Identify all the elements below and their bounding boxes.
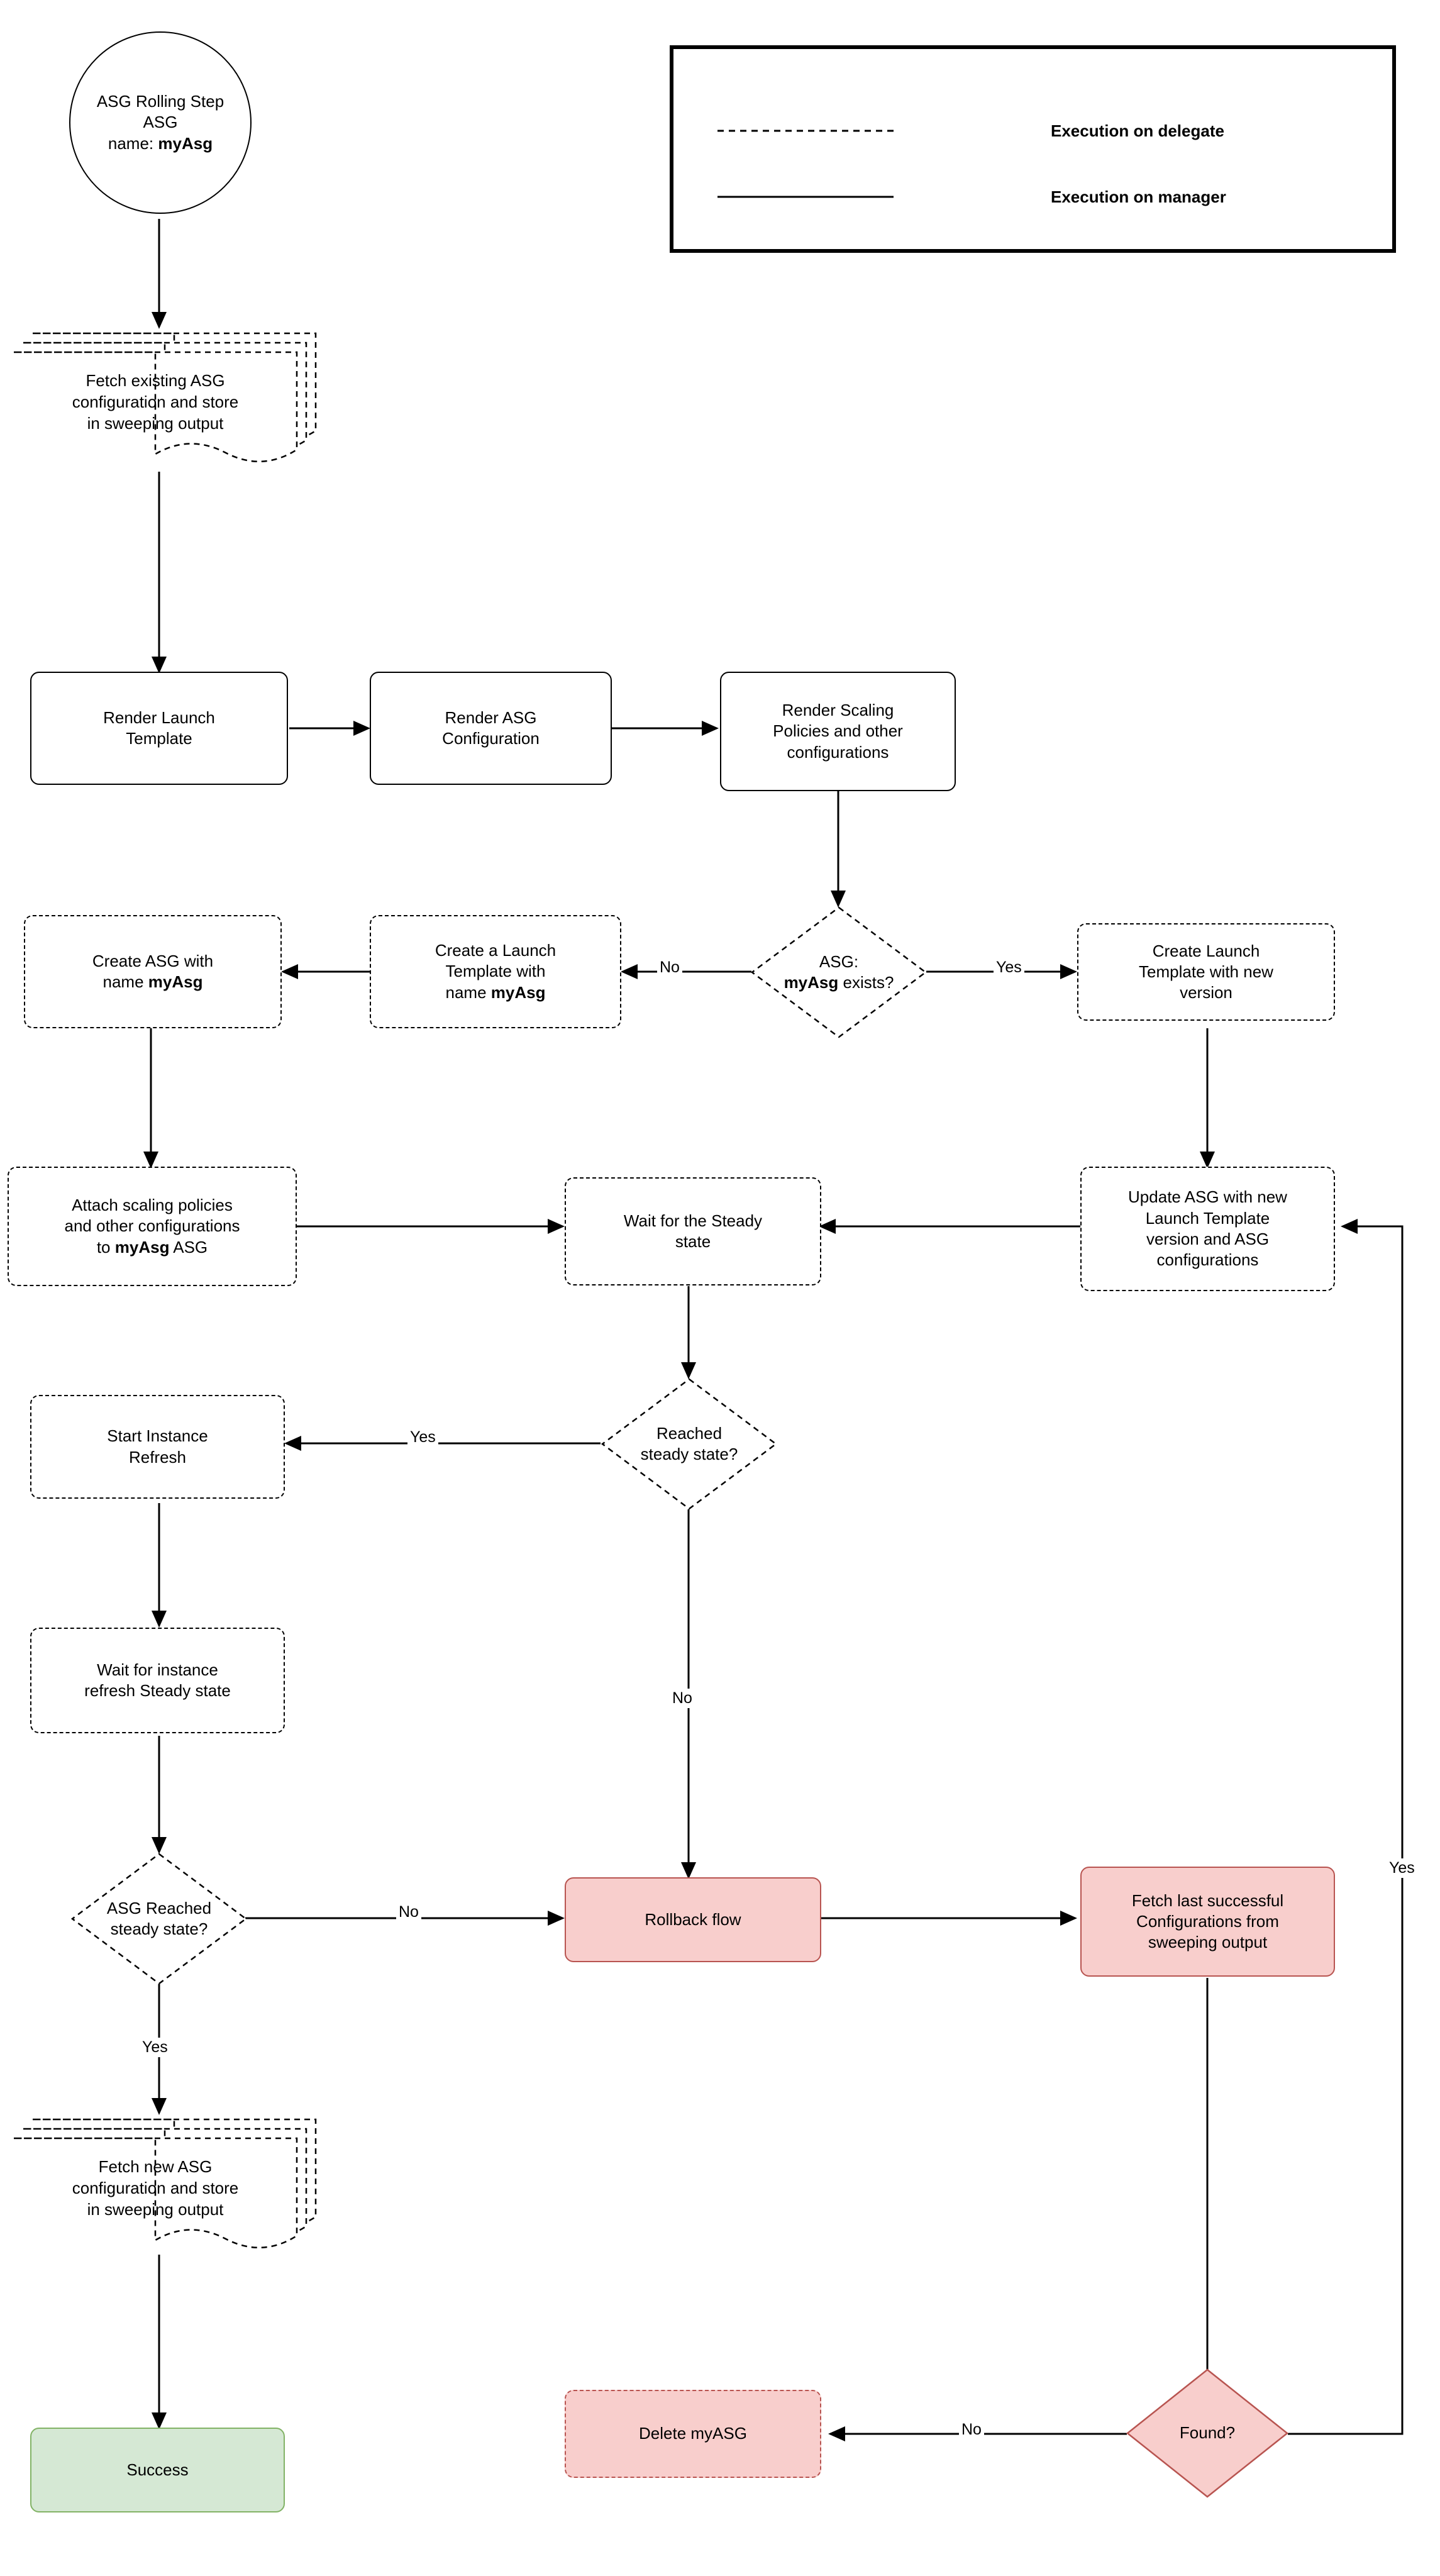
node-update-asg[interactable] [1080, 1167, 1335, 1291]
node-update-asg-label: Update ASG with new Launch Template version and ASG configurations [1128, 1187, 1287, 1270]
node-render-asg-configuration-label: Render ASG Configuration [442, 708, 540, 748]
node-fetch-existing-asg[interactable] [8, 327, 322, 472]
node-delete-myasg-label: Delete myASG [639, 2424, 747, 2443]
node-create-asg-label: Create ASG with name myAsg [92, 951, 214, 991]
node-fetch-new-asg[interactable] [8, 2113, 322, 2258]
node-fetch-new-asg-label: Fetch new ASG configuration and store in sweeping output [72, 2157, 239, 2219]
node-render-scaling-policies-label: Render Scaling Policies and other configurations [773, 701, 903, 762]
node-wait-instance-refresh-label: Wait for instance refresh Steady state [84, 1660, 231, 1700]
legend-row-manager [711, 184, 1365, 209]
node-fetch-existing-asg-label: Fetch existing ASG configuration and store in sweeping output [72, 371, 239, 433]
node-asg-exists-decision[interactable] [750, 906, 928, 1039]
node-create-a-launch-template-label: Create a Launch Template with name myAsg [435, 941, 557, 1002]
node-start-instance-refresh[interactable] [30, 1395, 285, 1499]
legend-label-manager: Execution on manager [1051, 187, 1226, 206]
node-start[interactable] [69, 31, 252, 214]
node-rollback-flow[interactable] [565, 1877, 821, 1962]
node-create-asg[interactable] [24, 915, 282, 1028]
node-create-launch-template-new-version[interactable] [1077, 923, 1335, 1021]
node-rollback-flow-label: Rollback flow [645, 1909, 741, 1929]
legend-dashed-line-icon [711, 125, 900, 137]
node-wait-instance-refresh[interactable] [30, 1628, 285, 1733]
node-attach-scaling-policies-label: Attach scaling policies and other configurations to myAsg ASG [64, 1196, 240, 1257]
node-attach-scaling-policies[interactable] [8, 1167, 297, 1286]
node-create-a-launch-template[interactable] [370, 915, 621, 1028]
node-asg-exists-label: ASG: myAsg exists? [784, 952, 894, 992]
node-render-asg-configuration[interactable] [370, 672, 612, 785]
node-asg-reached-steady-label: ASG Reached steady state? [106, 1898, 212, 1938]
node-delete-myasg[interactable] [565, 2390, 821, 2478]
node-asg-reached-steady-decision[interactable] [70, 1852, 248, 1985]
node-fetch-last-successful[interactable] [1080, 1867, 1335, 1977]
edge-label-yes-asg-exists: Yes [994, 958, 1024, 977]
node-render-launch-template[interactable] [30, 672, 288, 785]
legend-label-delegate: Execution on delegate [1051, 121, 1224, 140]
edge-label-yes-reached-steady: Yes [407, 1428, 438, 1447]
edge-label-yes-found: Yes [1387, 1858, 1417, 1878]
node-reached-steady-decision[interactable] [601, 1377, 778, 1511]
legend-row-delegate [711, 118, 1365, 143]
node-fetch-last-successful-label: Fetch last successful Configurations from sweeping output [1131, 1890, 1284, 1952]
node-render-launch-template-label: Render Launch Template [103, 708, 215, 748]
node-create-launch-template-new-version-label: Create Launch Template with new version [1139, 941, 1273, 1002]
node-wait-steady-state-label: Wait for the Steady state [623, 1211, 763, 1251]
node-render-scaling-policies[interactable] [720, 672, 956, 791]
edge-label-no-asg-reached-steady: No [396, 1902, 421, 1922]
node-reached-steady-label: Reached steady state? [640, 1423, 738, 1463]
node-found-decision[interactable] [1126, 2368, 1289, 2499]
legend-solid-line-icon [711, 191, 900, 203]
node-found-label: Found? [1179, 2423, 1236, 2443]
node-wait-steady-state[interactable] [565, 1177, 821, 1285]
edge-label-no-found: No [959, 2420, 984, 2440]
legend-box [670, 45, 1396, 253]
edge-label-yes-asg-reached-steady: Yes [140, 2038, 170, 2057]
edge-label-no-asg-exists: No [657, 958, 682, 977]
node-start-label: ASG Rolling Step ASG name: myAsg [96, 92, 224, 153]
node-success-label: Success [126, 2460, 189, 2479]
node-start-instance-refresh-label: Start Instance Refresh [107, 1426, 208, 1467]
edge-label-no-reached-steady: No [670, 1689, 695, 1708]
node-success[interactable] [30, 2428, 285, 2512]
